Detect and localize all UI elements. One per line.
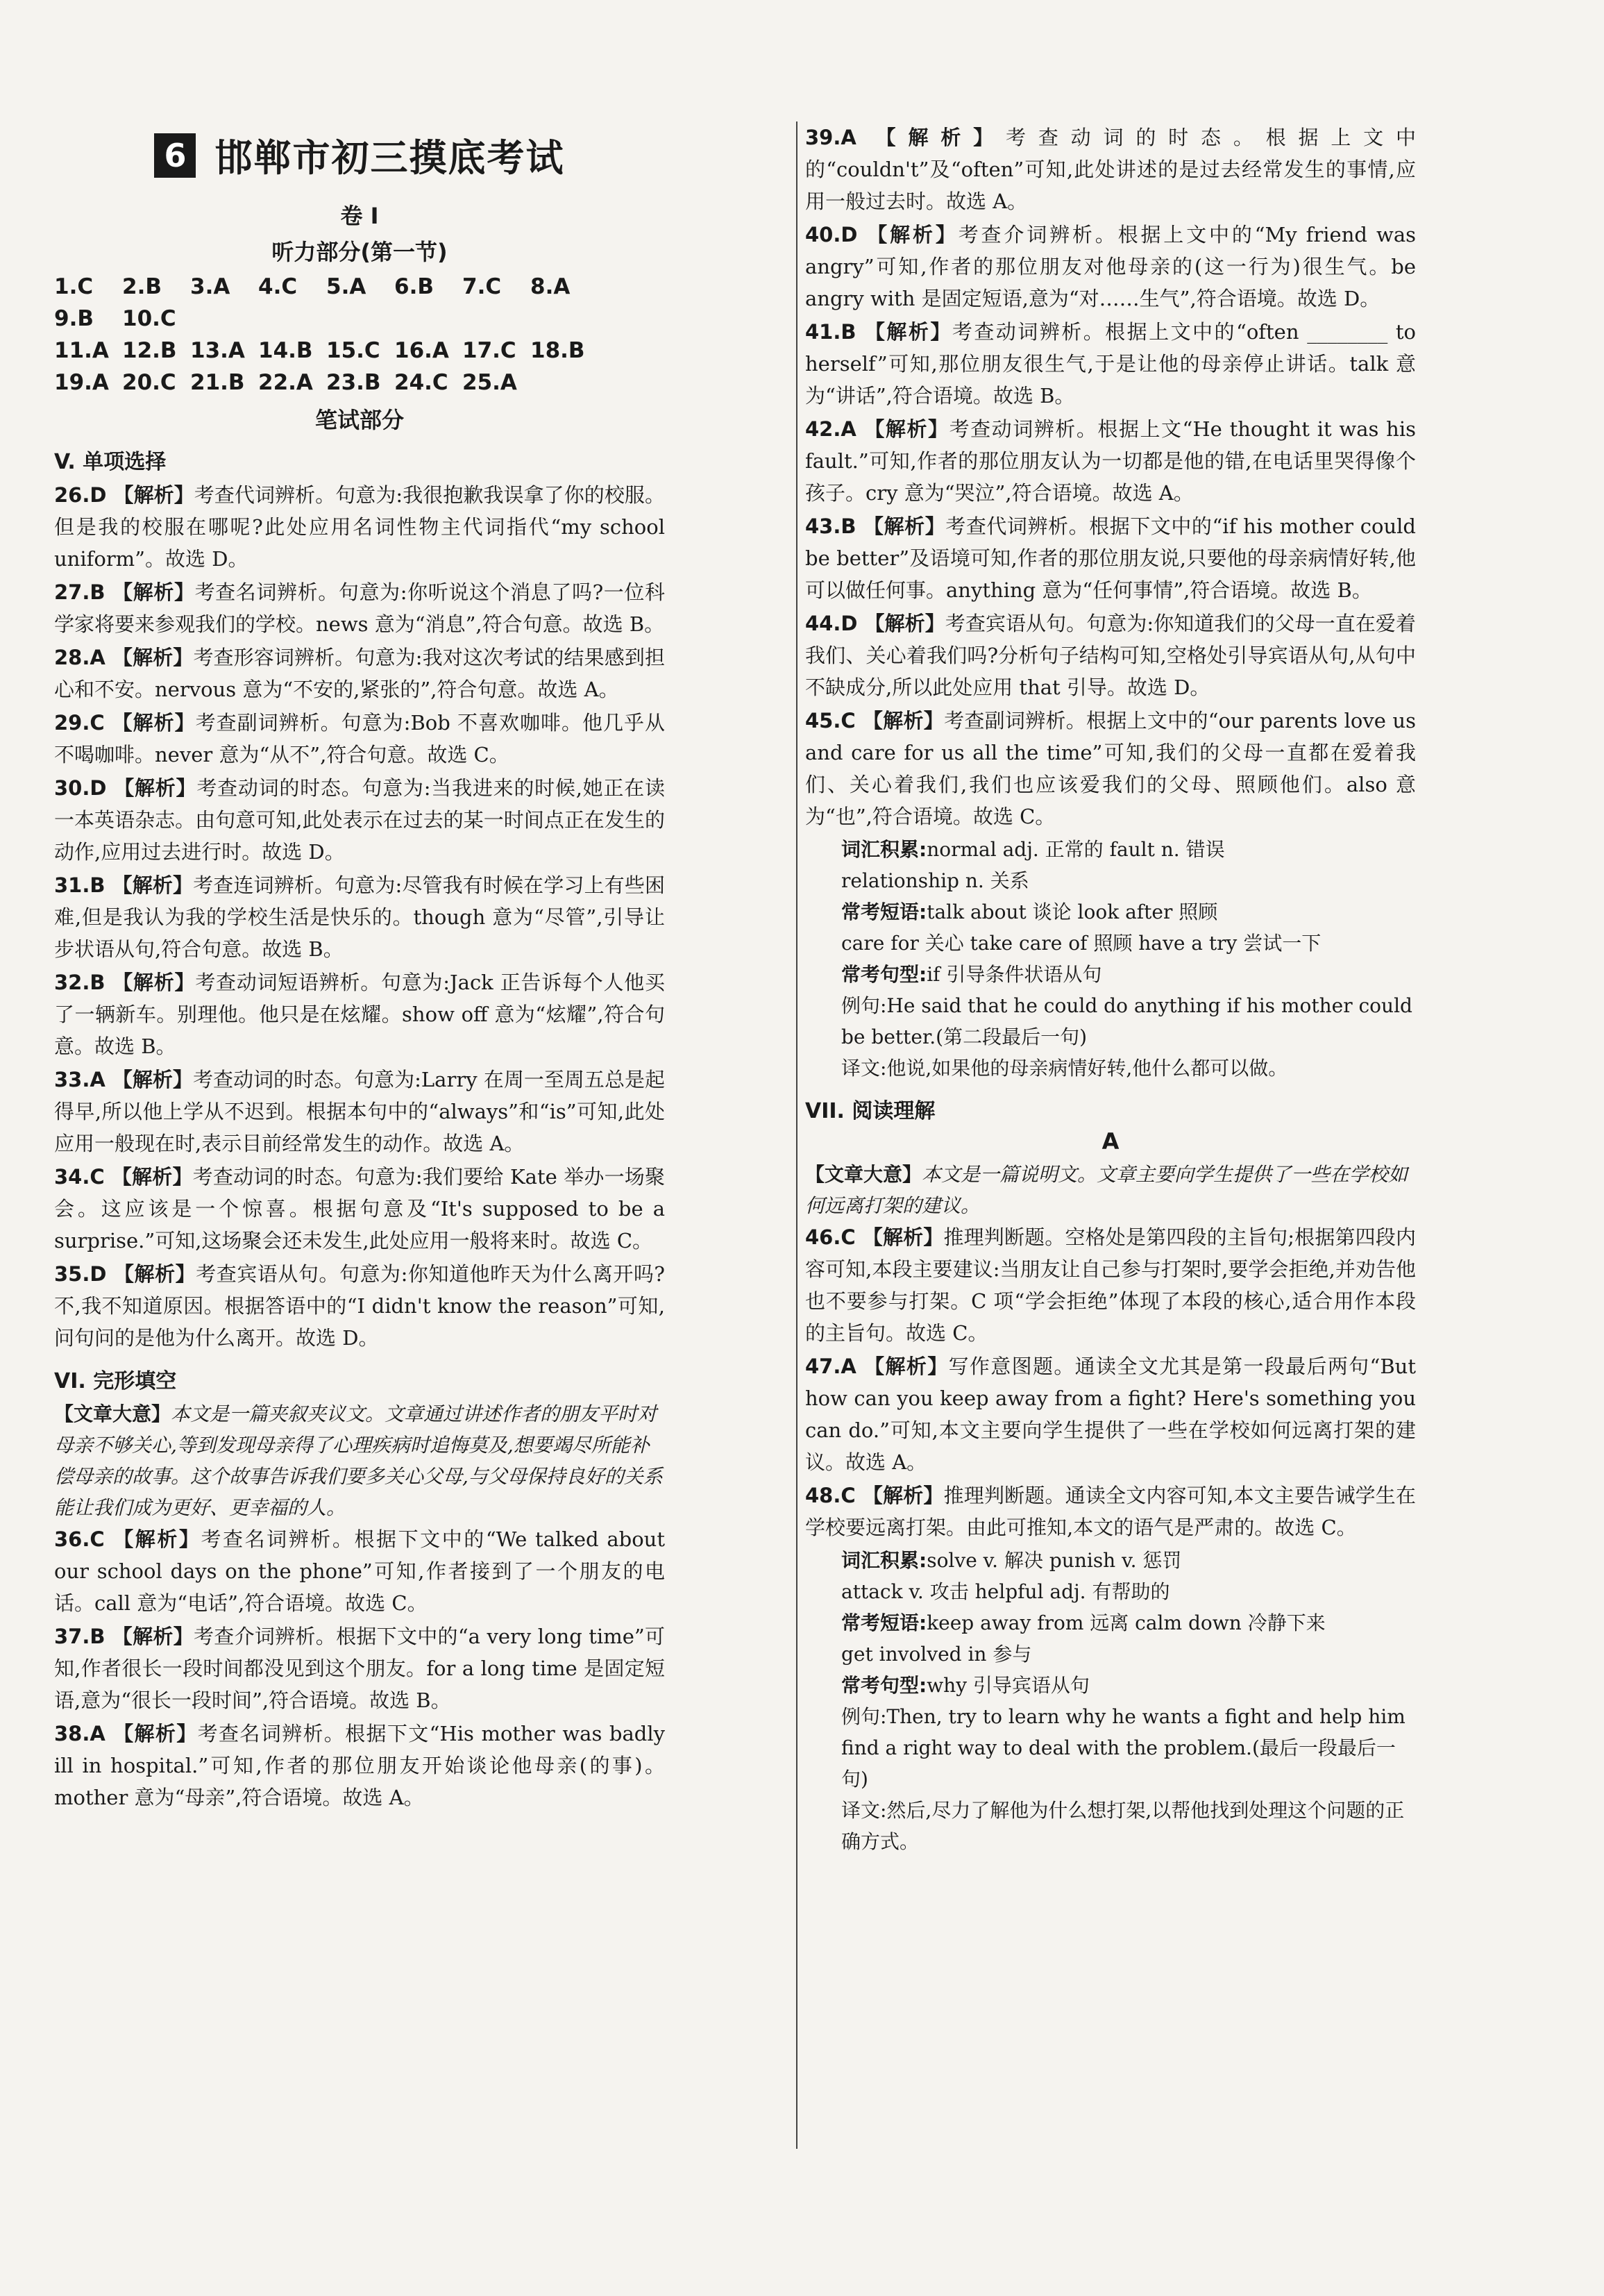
vocab-text: 译文:然后,尽力了解他为什么想打架,以帮他找到处理这个问题的正确方式。 bbox=[841, 1799, 1405, 1853]
question-explanation: 考查动词短语辨析。句意为:Jack 正告诉每个人他买了一辆新车。别理他。他只是在炫耀。show off 意为“炫耀”,符合句意。故选 B。 bbox=[54, 971, 665, 1058]
vocab-line bbox=[805, 1639, 1416, 1670]
vocab-text: get involved in 参与 bbox=[841, 1643, 1032, 1666]
question-number: 48.C bbox=[805, 1484, 856, 1507]
analysis-tag: 【解析】 bbox=[863, 514, 946, 538]
analysis-tag: 【解析】 bbox=[863, 320, 952, 344]
question-number: 28.A bbox=[54, 646, 105, 669]
analysis-tag: 【解析】 bbox=[862, 1484, 944, 1507]
question-item bbox=[54, 966, 665, 1062]
title-row bbox=[54, 128, 665, 182]
vocab-label: 常考短语: bbox=[841, 900, 927, 923]
section-heading: V. 单项选择 bbox=[54, 450, 167, 474]
question-explanation: 考查动词的时态。句意为:我们要给 Kate 举办一场聚会。这应该是一个惊喜。根据句意及“It's supposed to be a surprise.”可知,这场聚会还未发生,此处应用一般将来时。故选 C。 bbox=[54, 1165, 665, 1252]
answer: 7.C bbox=[462, 274, 502, 299]
answer-row-3 bbox=[54, 367, 665, 399]
vocab-line bbox=[805, 1576, 1416, 1607]
question-number: 47.A bbox=[805, 1355, 856, 1378]
analysis-tag: 【解析】 bbox=[112, 873, 194, 897]
question-item bbox=[54, 1620, 665, 1716]
summary-tag: 【文章大意】 bbox=[805, 1163, 922, 1186]
analysis-tag: 【解析】 bbox=[862, 1225, 944, 1249]
question-number: 39.A bbox=[805, 126, 856, 149]
vocab-text: normal adj. 正常的 fault n. 错误 bbox=[927, 838, 1225, 861]
answer: 22.A bbox=[258, 370, 313, 395]
question-explanation: 推理判断题。空格处是第四段的主旨句;根据第四段内容可知,本段主要建议:当朋友让自己参与打架时,要学会拒绝,并劝告他也不要参与打架。C 项“学会拒绝”体现了本段的核心,适合用作本段的主旨句。故选 C。 bbox=[805, 1225, 1416, 1345]
vocab-text: 例句:He said that he could do anything if his mother could be better.(第二段最后一句) bbox=[841, 994, 1412, 1048]
question-explanation: 考查名词辨析。句意为:你听说这个消息了吗?一位科学家将要来参观我们的学校。news 意为“消息”,符合句意。故选 B。 bbox=[54, 580, 665, 636]
question-item bbox=[805, 219, 1416, 315]
analysis-tag: 【解析】 bbox=[862, 709, 945, 732]
question-item bbox=[54, 772, 665, 868]
question-explanation: 考查动词的时态。根据上文中的“couldn't”及“often”可知,此处讲述的是过去经常发生的事情,应用一般过去时。故选 A。 bbox=[805, 126, 1416, 213]
question-item bbox=[805, 607, 1416, 703]
question-explanation: 写作意图题。通读全文尤其是第一段最后两句“But how can you keep away from a fight? Here's something you can do.”可知,本文主要向学生提供了一些在学校如何远离打架的建议。故选 A。 bbox=[805, 1355, 1416, 1474]
vocab-line bbox=[805, 865, 1416, 896]
question-item bbox=[805, 413, 1416, 509]
question-number: 41.B bbox=[805, 320, 856, 344]
analysis-tag: 【解析】 bbox=[863, 126, 1006, 149]
question-number: 31.B bbox=[54, 873, 105, 897]
question-item bbox=[54, 642, 665, 705]
vocab-line bbox=[805, 1701, 1416, 1795]
question-explanation: 考查名词辨析。根据下文“His mother was badly ill in hospital.”可知,作者的那位朋友开始谈论他母亲(的事)。mother 意为“母亲”,符合语境。故选 A。 bbox=[54, 1722, 665, 1809]
listening-heading: 听力部分(第一节) bbox=[271, 239, 448, 265]
question-item bbox=[805, 1480, 1416, 1543]
vocab-text: care for 关心 take care of 照顾 have a try 尝试一下 bbox=[841, 932, 1322, 955]
vocab-text: solve v. 解决 punish v. 惩罚 bbox=[927, 1549, 1182, 1572]
question-number: 30.D bbox=[54, 776, 107, 800]
question-number: 44.D bbox=[805, 612, 858, 635]
question-number: 40.D bbox=[805, 223, 858, 246]
analysis-tag: 【解析】 bbox=[111, 711, 196, 735]
analysis-tag: 【解析】 bbox=[112, 1625, 194, 1648]
answer: 5.A bbox=[326, 274, 366, 299]
question-number: 43.B bbox=[805, 514, 856, 538]
vocab-text: 译文:他说,如果他的母亲病情好转,他什么都可以做。 bbox=[841, 1057, 1288, 1080]
question-number: 42.A bbox=[805, 417, 856, 441]
vocab-label: 常考句型: bbox=[841, 963, 927, 986]
question-explanation: 考查动词辨析。根据上文“He thought it was his fault.”可知,作者的那位朋友认为一切都是他的错,在电话里哭得像个孩子。cry 意为“哭泣”,符合语境。故选 A。 bbox=[805, 417, 1416, 505]
question-item bbox=[805, 1350, 1416, 1478]
question-item bbox=[54, 1064, 665, 1159]
question-explanation: 考查代词辨析。根据下文中的“if his mother could be better”及语境可知,作者的那位朋友说,只要他的母亲病情好转,他可以做任何事。anything 意为“任何事情”,符合语境。故选 B。 bbox=[805, 514, 1416, 602]
analysis-tag: 【解析】 bbox=[112, 646, 194, 669]
question-explanation: 考查动词辨析。根据上文中的“often ________ to herself”可知,那位朋友很生气,于是让他的母亲停止讲话。talk 意为“讲话”,符合语境。故选 B。 bbox=[805, 320, 1416, 408]
vocab-line bbox=[805, 990, 1416, 1053]
question-item bbox=[805, 510, 1416, 606]
answer: 4.C bbox=[258, 274, 298, 299]
answer: 12.B bbox=[122, 338, 177, 363]
question-list bbox=[54, 1523, 665, 1813]
analysis-tag: 【解析】 bbox=[864, 612, 945, 635]
answer: 8.A bbox=[530, 274, 571, 299]
question-explanation: 考查名词辨析。根据下文中的“We talked about our school days on the phone”可知,作者接到了一个朋友的电话。call 意为“电话”,符合语境。故选 C。 bbox=[54, 1527, 665, 1615]
question-item bbox=[54, 1718, 665, 1813]
juan-heading: 卷 I bbox=[340, 203, 379, 229]
question-item bbox=[54, 1258, 665, 1354]
question-number: 33.A bbox=[54, 1068, 105, 1091]
question-item bbox=[54, 869, 665, 965]
vocab-block bbox=[805, 1545, 1416, 1857]
question-explanation: 考查形容词辨析。句意为:我对这次考试的结果感到担心和不安。nervous 意为“不安的,紧张的”,符合句意。故选 A。 bbox=[54, 646, 665, 701]
question-number: 38.A bbox=[54, 1722, 105, 1745]
question-item bbox=[805, 1221, 1416, 1349]
vocab-label: 常考句型: bbox=[841, 1674, 927, 1697]
summary-text: 本文是一篇夹叙夹议文。文章通过讲述作者的朋友平时对母亲不够关心,等到发现母亲得了心理疾病时追悔莫及,想要竭尽所能补偿母亲的故事。这个故事告诉我们要多关心父母,与父母保持良好的关系能让我们成为更好、更幸福的人。 bbox=[54, 1402, 663, 1519]
question-item bbox=[54, 707, 665, 771]
answer: 25.A bbox=[462, 370, 517, 395]
vocab-line bbox=[805, 896, 1416, 928]
answer: 10.C bbox=[122, 306, 176, 331]
answer-row-1 bbox=[54, 271, 665, 335]
question-item bbox=[805, 121, 1416, 217]
answer: 24.C bbox=[394, 370, 448, 395]
exam-number-badge: 6 bbox=[154, 133, 196, 178]
vocab-label: 词汇积累: bbox=[841, 1549, 927, 1572]
question-explanation: 考查动词的时态。句意为:当我进来的时候,她正在读一本英语杂志。由句意可知,此处表示在过去的某一时间点正在发生的动作,应用过去进行时。故选 D。 bbox=[54, 776, 665, 864]
analysis-tag: 【解析】 bbox=[112, 1722, 198, 1745]
question-item bbox=[805, 316, 1416, 412]
vocab-label: 词汇积累: bbox=[841, 838, 927, 861]
question-explanation: 考查介词辨析。根据上文中的“My friend was angry”可知,作者的那位朋友对他母亲的(这一行为)很生气。be angry with 是固定短语,意为“对……生气”,符合语境。故选 D。 bbox=[805, 223, 1416, 310]
question-list bbox=[805, 121, 1416, 832]
vocab-line bbox=[805, 928, 1416, 959]
answer: 9.B bbox=[54, 306, 94, 331]
question-explanation: 考查副词辨析。句意为:Bob 不喜欢咖啡。他几乎从不喝咖啡。never 意为“从不”,符合句意。故选 C。 bbox=[54, 711, 665, 766]
answer: 6.B bbox=[394, 274, 434, 299]
analysis-tag: 【解析】 bbox=[113, 776, 197, 800]
question-item bbox=[54, 479, 665, 575]
answer: 14.B bbox=[258, 338, 313, 363]
analysis-tag: 【解析】 bbox=[112, 1068, 193, 1091]
question-explanation: 考查宾语从句。句意为:你知道他昨天为什么离开吗?不,我不知道原因。根据答语中的“I didn't know the reason”可知,问句问的是他为什么离开。故选 D。 bbox=[54, 1262, 665, 1350]
answer-row-2 bbox=[54, 335, 665, 367]
section-heading: VII. 阅读理解 bbox=[805, 1099, 936, 1123]
answer: 20.C bbox=[122, 370, 176, 395]
vocab-line bbox=[805, 1670, 1416, 1701]
article-summary bbox=[805, 1159, 1416, 1221]
question-explanation: 考查连词辨析。句意为:尽管我有时候在学习上有些困难,但是我认为我的学校生活是快乐的。though 意为“尽管”,引导让步状语从句,符合句意。故选 B。 bbox=[54, 873, 665, 961]
page-title: 邯郸市初三摸底考试 bbox=[214, 136, 565, 180]
question-item bbox=[54, 1523, 665, 1619]
vocab-line bbox=[805, 1053, 1416, 1084]
answer: 3.A bbox=[190, 274, 230, 299]
article-summary bbox=[54, 1398, 665, 1523]
question-explanation: 考查介词辨析。根据下文中的“a very long time”可知,作者很长一段时间都没见到这个朋友。for a long time 是固定短语,意为“很长一段时间”,符合语境。故选 B。 bbox=[54, 1625, 665, 1712]
analysis-tag: 【解析】 bbox=[863, 417, 949, 441]
vocab-text: if 引导条件状语从句 bbox=[927, 963, 1102, 986]
written-heading: 笔试部分 bbox=[314, 407, 404, 433]
analysis-tag: 【解析】 bbox=[113, 1262, 196, 1286]
left-column bbox=[54, 121, 665, 1815]
vocab-label: 常考短语: bbox=[841, 1611, 927, 1634]
question-item bbox=[54, 1161, 665, 1257]
question-list bbox=[805, 1221, 1416, 1543]
analysis-tag: 【解析】 bbox=[111, 1165, 193, 1189]
analysis-tag: 【解析】 bbox=[113, 483, 194, 507]
question-number: 29.C bbox=[54, 711, 105, 735]
answer: 18.B bbox=[530, 338, 585, 363]
question-explanation: 推理判断题。通读全文内容可知,本文主要告诫学生在学校要远离打架。由此可推知,本文的语气是严肃的。故选 C。 bbox=[805, 1484, 1416, 1539]
question-list bbox=[54, 479, 665, 1354]
vocab-line bbox=[805, 1545, 1416, 1576]
answer: 15.C bbox=[326, 338, 380, 363]
answer: 2.B bbox=[122, 274, 162, 299]
vocab-text: relationship n. 关系 bbox=[841, 869, 1029, 892]
vocab-text: attack v. 攻击 helpful adj. 有帮助的 bbox=[841, 1580, 1170, 1603]
vocab-line bbox=[805, 1795, 1416, 1857]
vocab-line bbox=[805, 959, 1416, 990]
question-explanation: 考查副词辨析。根据上文中的“our parents love us and care for us all the time”可知,我们的父母一直都在爱着我们、关心着我们,我们也应该爱我们的父母、照顾他们。also 意为“也”,符合语境。故选 C。 bbox=[805, 709, 1416, 828]
question-explanation: 考查宾语从句。句意为:你知道我们的父母一直在爱着我们、关心着我们吗?分析句子结构可知,空格处引导宾语从句,从句中不缺成分,所以此处应用 that 引导。故选 D。 bbox=[805, 612, 1416, 699]
question-number: 37.B bbox=[54, 1625, 105, 1648]
analysis-tag: 【解析】 bbox=[112, 580, 195, 604]
question-item bbox=[54, 576, 665, 640]
answer: 13.A bbox=[190, 338, 245, 363]
question-explanation: 考查动词的时态。句意为:Larry 在周一至周五总是起得早,所以他上学从不迟到。根据本句中的“always”和“is”可知,此处应用一般现在时,表示目前经常发生的动作。故选 A。 bbox=[54, 1068, 665, 1155]
vocab-text: 例句:Then, try to learn why he wants a fight and help him find a right way to deal with the problem.(最后一段最后一句) bbox=[841, 1705, 1405, 1791]
question-number: 46.C bbox=[805, 1225, 856, 1249]
answer: 23.B bbox=[326, 370, 381, 395]
question-number: 35.D bbox=[54, 1262, 107, 1286]
answer: 17.C bbox=[462, 338, 516, 363]
vocab-block bbox=[805, 834, 1416, 1084]
analysis-tag: 【解析】 bbox=[864, 223, 959, 246]
question-number: 32.B bbox=[54, 971, 105, 994]
question-number: 26.D bbox=[54, 483, 107, 507]
vocab-text: keep away from 远离 calm down 冷静下来 bbox=[927, 1611, 1326, 1634]
summary-tag: 【文章大意】 bbox=[54, 1402, 171, 1425]
question-number: 34.C bbox=[54, 1165, 105, 1189]
section-heading: VI. 完形填空 bbox=[54, 1369, 177, 1393]
vocab-line bbox=[805, 834, 1416, 865]
question-number: 27.B bbox=[54, 580, 105, 604]
analysis-tag: 【解析】 bbox=[111, 1527, 201, 1551]
right-column bbox=[805, 121, 1416, 1857]
answer: 16.A bbox=[394, 338, 449, 363]
question-explanation: 考查代词辨析。句意为:我很抱歉我误拿了你的校服。但是我的校服在哪呢?此处应用名词性物主代词指代“my school uniform”。故选 D。 bbox=[54, 483, 665, 571]
vocab-text: talk about 谈论 look after 照顾 bbox=[927, 900, 1218, 923]
question-number: 36.C bbox=[54, 1527, 105, 1551]
summary-text: 本文是一篇说明文。文章主要向学生提供了一些在学校如何远离打架的建议。 bbox=[805, 1163, 1408, 1217]
analysis-tag: 【解析】 bbox=[863, 1355, 949, 1378]
answer: 11.A bbox=[54, 338, 109, 363]
column-divider bbox=[796, 121, 797, 2149]
answer: 19.A bbox=[54, 370, 109, 395]
vocab-line bbox=[805, 1607, 1416, 1639]
question-number: 45.C bbox=[805, 709, 856, 732]
listening-answers bbox=[54, 271, 665, 399]
answer: 21.B bbox=[190, 370, 245, 395]
analysis-tag: 【解析】 bbox=[112, 971, 196, 994]
answer: 1.C bbox=[54, 274, 94, 299]
vocab-text: why 引导宾语从句 bbox=[927, 1674, 1090, 1697]
question-item bbox=[805, 705, 1416, 832]
passage-label: A bbox=[1101, 1128, 1120, 1155]
